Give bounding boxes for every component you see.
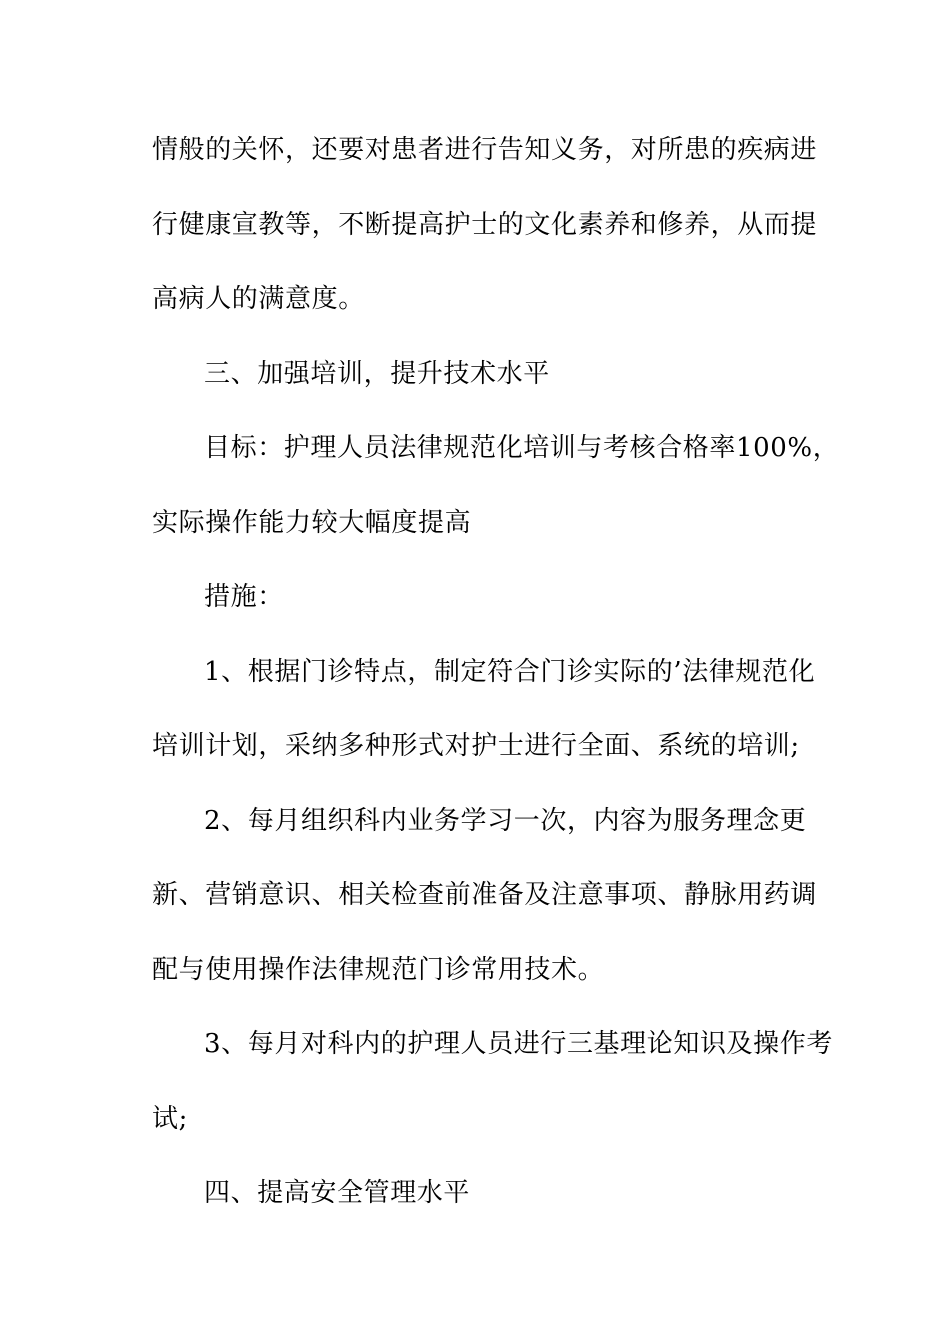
paragraph-line: 情般的关怀，还要对患者进行告知义务，对所患的疾病进 — [152, 135, 818, 165]
paragraph-line: 措施： — [204, 582, 284, 612]
paragraph-line: 目标：护理人员法律规范化培训与考核合格率100%， — [204, 433, 840, 463]
paragraph-line: 实际操作能力较大幅度提高 — [152, 507, 472, 538]
paragraph-line: 3、每月对科内的护理人员进行三基理论知识及操作考 — [204, 1029, 833, 1059]
paragraph-line: 培训计划，采纳多种形式对护士进行全面、系统的培训; — [152, 731, 800, 761]
paragraph-line: 试; — [152, 1103, 188, 1134]
section-heading: 四、提高安全管理水平 — [204, 1178, 471, 1208]
paragraph-line: 新、营销意识、相关检查前准备及注意事项、静脉用药调 — [152, 880, 818, 910]
paragraph-line: 2、每月组织科内业务学习一次，内容为服务理念更 — [204, 805, 807, 836]
paragraph-line: 高病人的满意度。 — [152, 284, 365, 314]
paragraph-line: 行健康宣教等，不断提高护士的文化素养和修养，从而提 — [152, 209, 818, 240]
paragraph-line: 配与使用操作法律规范门诊常用技术。 — [152, 954, 605, 985]
section-heading: 三、加强培训，提升技术水平 — [204, 358, 550, 389]
document-body — [152, 120, 840, 1238]
paragraph-line: 1、根据门诊特点，制定符合门诊实际的’法律规范化 — [204, 656, 816, 687]
